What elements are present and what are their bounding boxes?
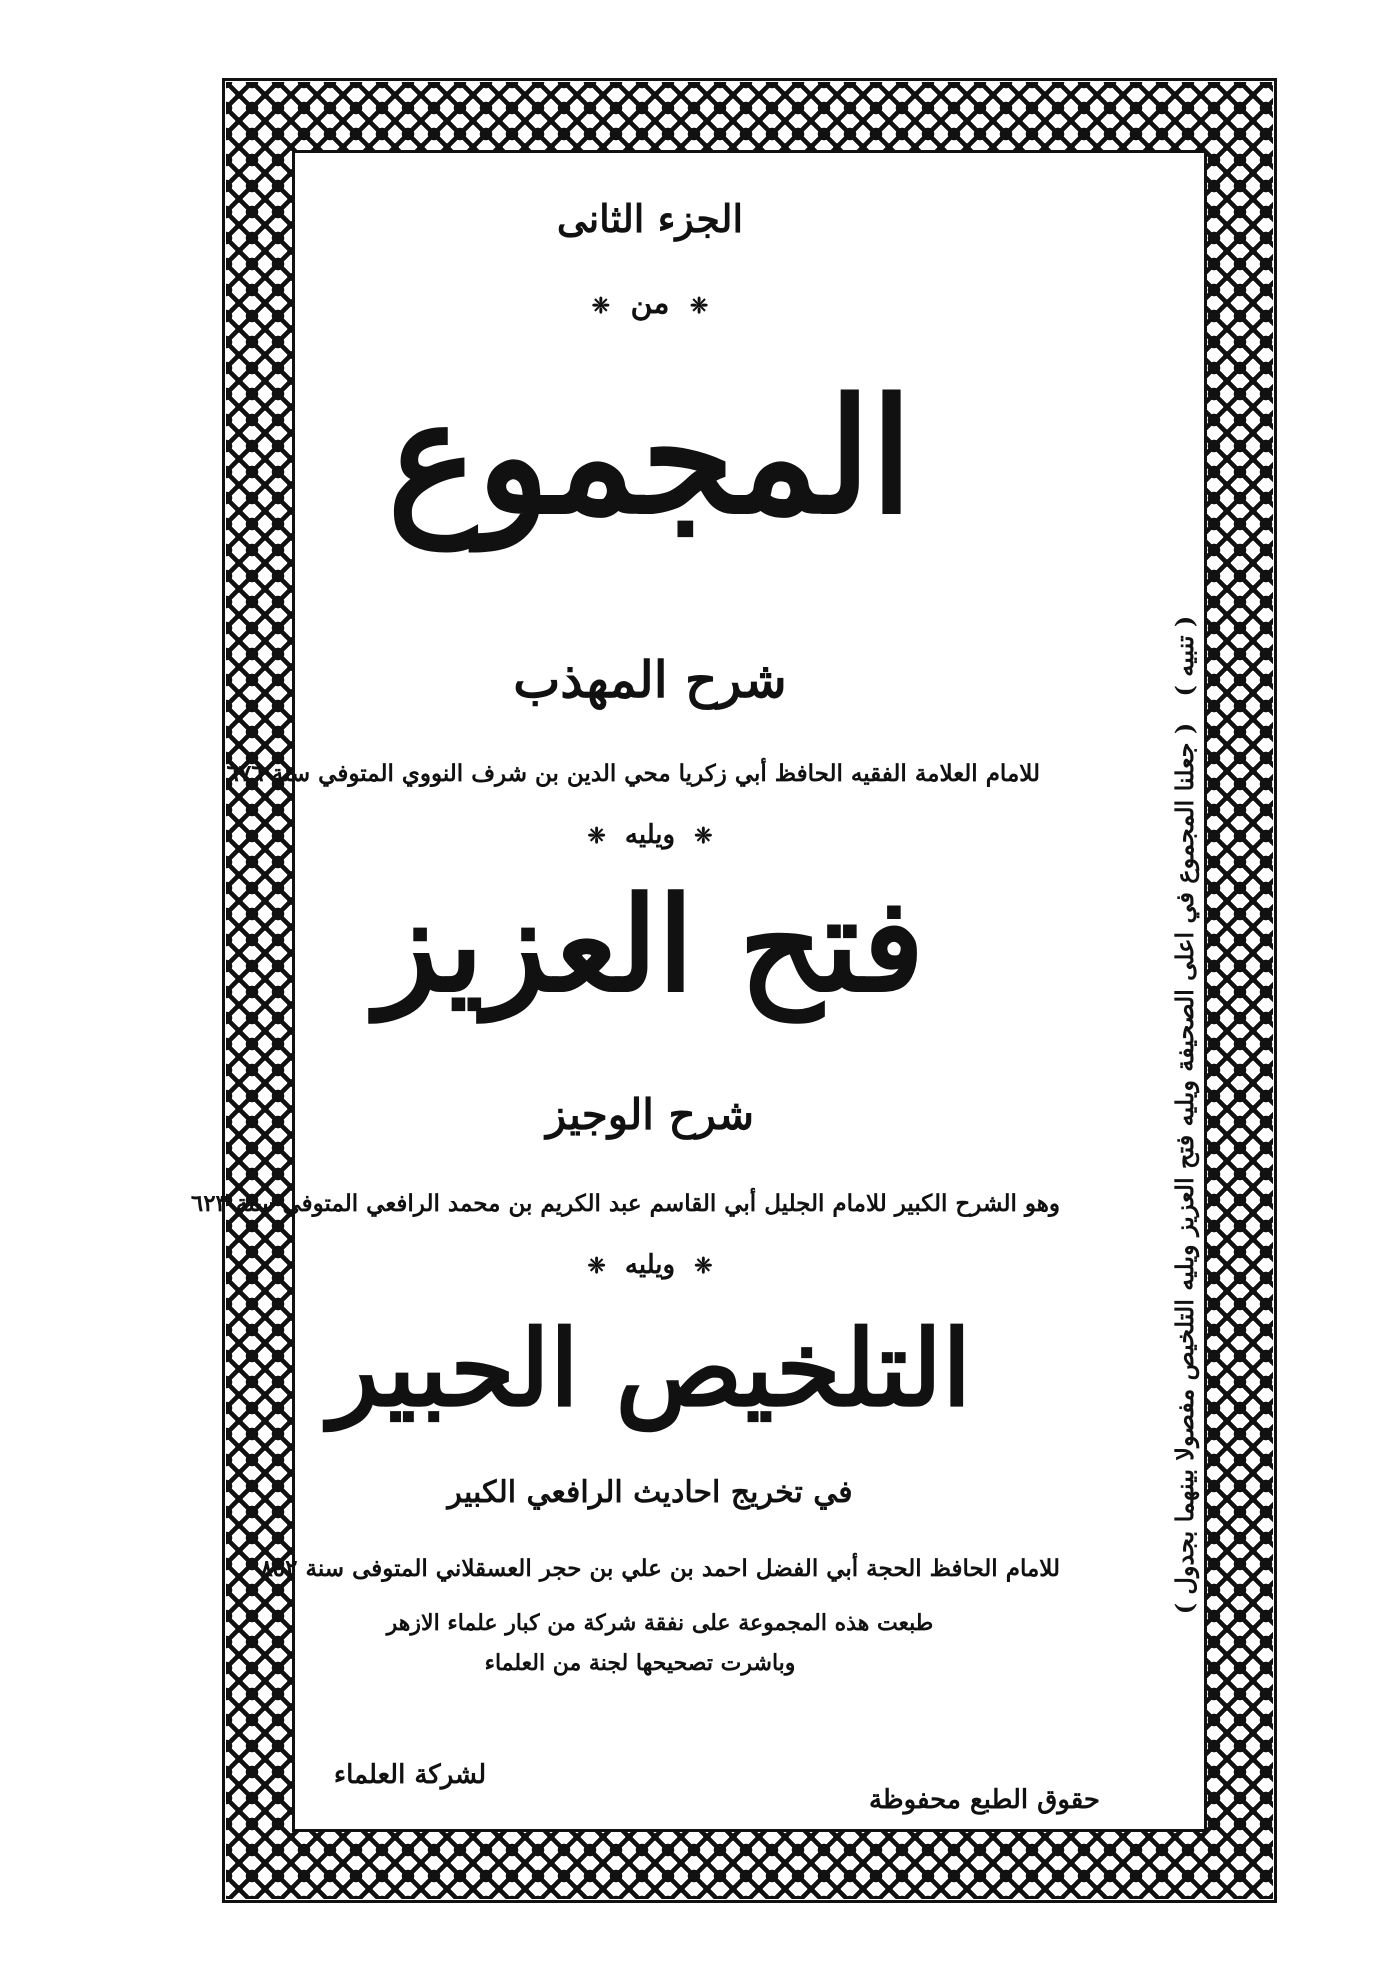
ornament-icon: ❈ [587, 823, 606, 849]
side-note-text: ( جعلنا المجموع في اعلى الصحيفة ويليه فتح العزيز ويليه التلخيص مفصولا بينهما بجدول ) [1170, 722, 1199, 1615]
title-fath-al-aziz: فتح العزيز [375, 868, 925, 1021]
author-rafii: وهو الشرح الكبير للامام الجليل أبي القاسم عبد الكريم بن محمد الرافعي المتوفى سنة ٦٢٣ [190, 1190, 1060, 1217]
ornament-icon: ❈ [591, 293, 611, 319]
ornament-icon: ❈ [694, 1253, 713, 1279]
title-talkhis-habir: التلخيص الحبير [328, 1306, 972, 1430]
publisher: لشركة العلماء [333, 1760, 487, 1790]
subtitle-takhrij: في تخريج احاديث الرافعي الكبير [447, 1475, 853, 1510]
printing-note: طبعت هذه المجموعة على نفقة شركة من كبار علماء الازهر [386, 1610, 934, 1636]
followed-by-2 [300, 1250, 1000, 1280]
followed-by-text: ويليه [624, 820, 676, 850]
side-note [1170, 490, 1210, 1740]
ornament-icon: ❈ [689, 293, 709, 319]
author-ibn-hajar: للامام الحافظ الحجة أبي الفضل احمد بن علي بن حجر العسقلاني المتوفى سنة ٨٥٢ [260, 1555, 1060, 1582]
followed-by-1 [300, 820, 1000, 850]
followed-by-text: ويليه [624, 1250, 676, 1280]
correction-note: وباشرت تصحيحها لجنة من العلماء [484, 1650, 796, 1676]
ornament-icon: ❈ [694, 823, 713, 849]
main-title-majmu: المجموع [387, 364, 913, 550]
subtitle-sharh-muhadhdhab: شرح المهذب [513, 650, 787, 709]
side-note-label: ( تنبيه ) [1170, 615, 1199, 697]
ornament-icon: ❈ [587, 1253, 606, 1279]
author-nawawi: للامام العلامة الفقيه الحافظ أبي زكريا محي الدين بن شرف النووي المتوفي سنة ٦٧٦ [226, 760, 1040, 787]
volume-label: الجزء الثانى [556, 196, 744, 241]
copyright: حقوق الطبع محفوظة [868, 1785, 1100, 1815]
from-label [300, 286, 1000, 321]
subtitle-sharh-wajiz: شرح الوجيز [545, 1090, 755, 1139]
from-text: من [630, 286, 670, 321]
